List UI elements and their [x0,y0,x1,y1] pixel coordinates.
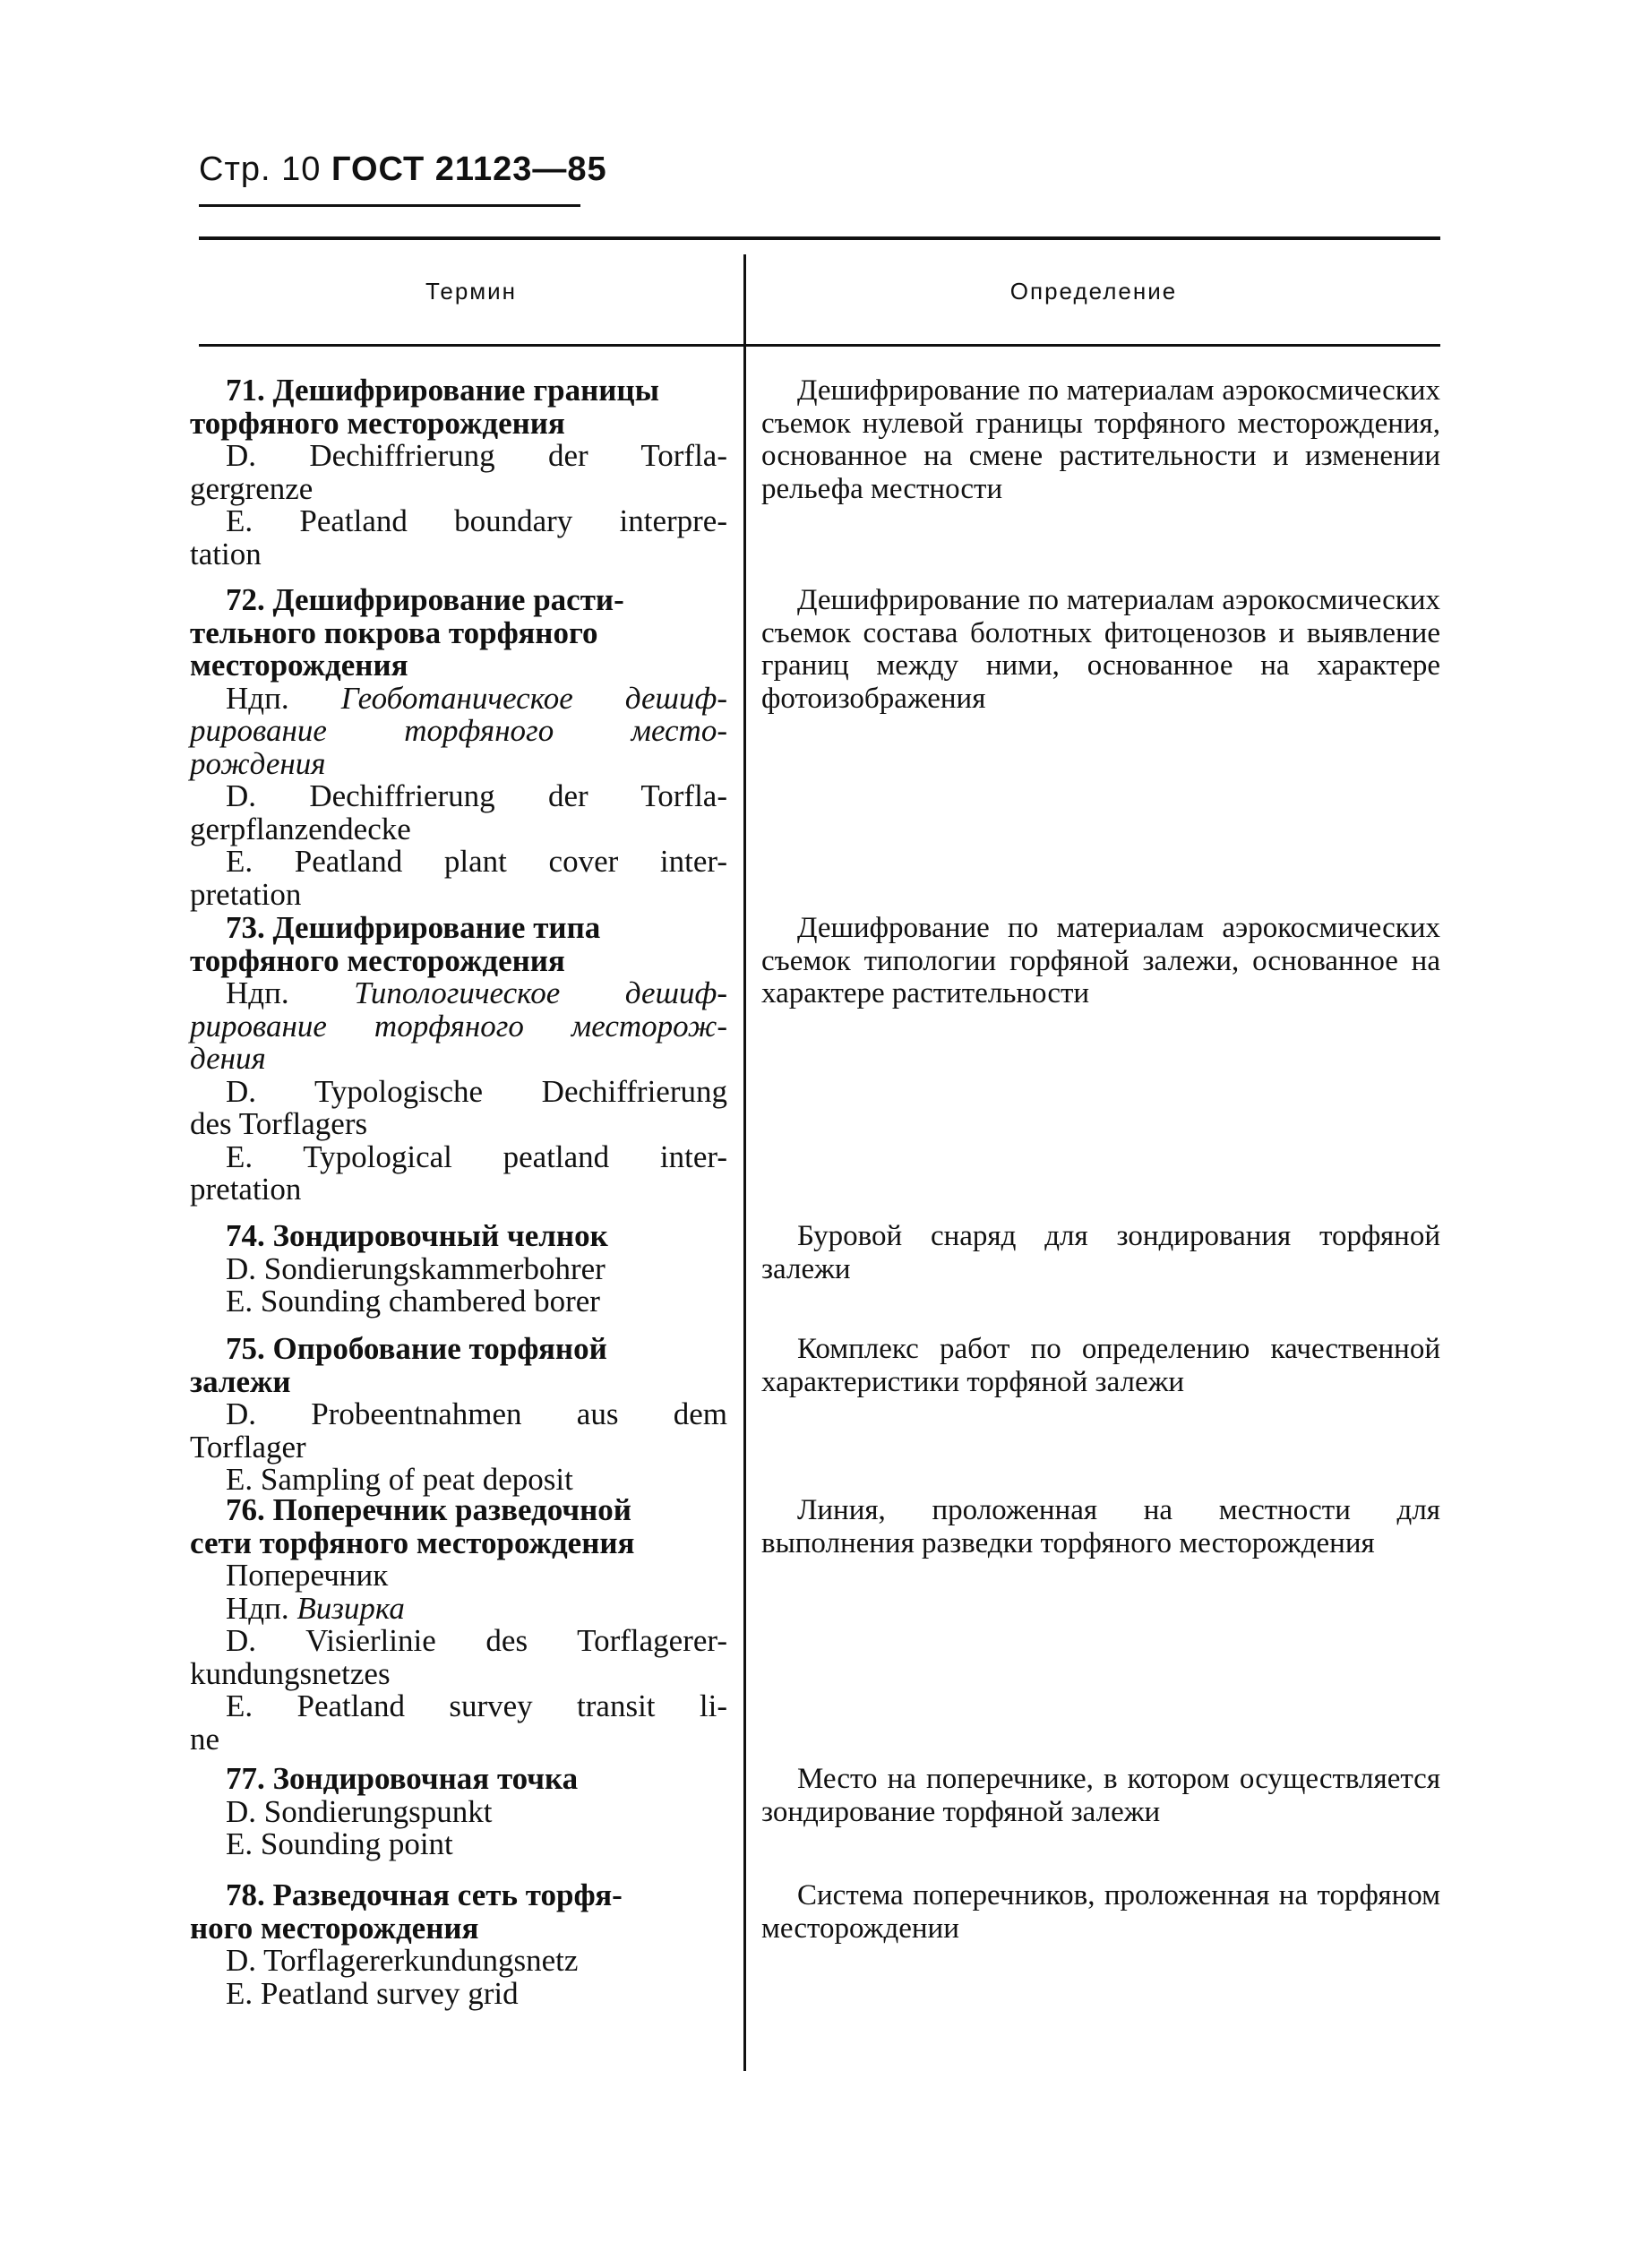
term-synonym-line: E. Sounding chambered borer [226,1284,600,1319]
term-heading-continuation: тельного покрова торфяного [190,614,598,650]
term-heading: 71. Дешифрирование границы [226,373,659,408]
page-label: Стр. 10 [199,150,322,188]
definition-text: Дешифрирование по материалам аэрокосмических съемок нулевой границы торфяного месторождения, основанное на смене растительности и изменении рельефа местности [761,374,1440,505]
term-synonym-line: E. Peatland boundary interpre- [226,503,727,538]
term-entry [190,912,727,1207]
column-header-definition: Определение [1009,278,1178,305]
term-heading-continuation: торфяного месторождения [190,942,565,978]
term-synonym-line: D. Sondierungskammerbohrer [226,1250,606,1286]
page-header [199,150,607,189]
term-synonym-line: pretation [190,876,302,912]
term-synonym-line: D. Probeentnahmen aus dem [226,1396,727,1431]
term-synonym-line: D. Sondierungspunkt [226,1793,493,1829]
term-synonym-line: E. Peatland plant cover inter- [226,844,727,879]
term-entry [190,1763,727,1861]
definition-text: Система поперечников, проложенная на торфяном месторождении [761,1879,1440,1945]
term-synonym-line: E. Sounding point [226,1826,453,1861]
definition-text: Дешифрование по материалам аэрокосмических съемок типологии горфяной залежи, основанное на характере растительности [761,912,1440,1009]
definition-text: Комплекс работ по определению качественной характеристики торфяной залежи [761,1333,1440,1398]
term-entry [190,584,727,911]
column-header-term: Термин [425,278,518,305]
term-heading: 78. Разведочная сеть торфя- [226,1877,623,1912]
term-heading-continuation: месторождения [190,648,408,683]
term-entry [190,1494,727,1756]
definition-text: Линия, проложенная на местности для выполнения разведки торфяного месторождения [761,1494,1440,1559]
term-heading-continuation: залежи [190,1363,291,1399]
term-heading: 74. Зондировочный челнок [226,1218,608,1253]
term-synonym-line: ne [190,1721,220,1757]
term-synonym-line: рождения [190,745,326,781]
term-synonym-line: kundungsnetzes [190,1655,391,1691]
term-synonym-line: Ндп. Геоботаническое дешиф- [226,680,727,716]
term-synonym-line: gerpflanzendecke [190,811,411,846]
term-synonym-line: Torflager [190,1429,306,1465]
term-synonym-line: Ндп. Визирка [226,1590,405,1626]
term-synonym-line: pretation [190,1172,302,1207]
term-entry [190,1879,727,2010]
term-synonym-line: D. Dechiffrierung der Torfla- [226,778,727,813]
term-synonym-line: Поперечник [226,1558,389,1593]
term-synonym-line: рирование торфяного место- [190,713,727,748]
term-synonym-line: рирование торфяного месторож- [190,1008,727,1044]
term-heading-continuation: торфяного месторождения [190,405,565,441]
term-heading-continuation: ного месторождения [190,1910,479,1946]
table-top-rule [199,236,1440,240]
term-synonym-line: E. Sampling of peat deposit [226,1462,573,1497]
term-heading: 76. Поперечник разведочной [226,1492,631,1527]
term-heading: 73. Дешифрирование типа [226,910,601,945]
definition-text: Место на поперечнике, в котором осуществляется зондирование торфяной залежи [761,1763,1440,1828]
term-entry [190,374,727,571]
term-synonym-line: D. Visierlinie des Torflagerer- [226,1623,727,1658]
standard-code: ГОСТ 21123—85 [331,150,607,188]
term-synonym-line: des Torflagers [190,1106,368,1141]
term-synonym-line: E. Typological peatland inter- [226,1138,727,1174]
definition-text: Дешифрирование по материалам аэрокосмических съемок состава болотных фитоценозов и выявление границ между ними, основанное на характере фотоизображения [761,584,1440,715]
term-heading-continuation: сети торфяного месторождения [190,1525,635,1560]
term-heading: 75. Опробование торфяной [226,1331,607,1366]
definition-text: Буровой снаряд для зондирования торфяной залежи [761,1220,1440,1285]
term-heading: 77. Зондировочная точка [226,1761,579,1796]
header-underline [199,204,580,207]
term-synonym-line: дения [190,1041,266,1076]
term-entry [190,1333,727,1497]
term-synonym-line: gergrenze [190,470,314,506]
term-synonym-line: Ндп. Типологическое дешиф- [226,975,727,1010]
term-heading: 72. Дешифрирование расти- [226,582,624,617]
term-synonym-line: D. Dechiffrierung der Torfla- [226,438,727,473]
table-header-rule [199,344,1440,347]
term-synonym-line: D. Typologische Dechiffrierung [226,1073,727,1109]
term-synonym-line: D. Torflagererkundungsnetz [226,1943,579,1978]
column-divider [743,254,746,2071]
term-synonym-line: E. Peatland survey transit li- [226,1688,727,1723]
term-entry [190,1220,727,1319]
term-synonym-line: tation [190,536,262,571]
term-synonym-line: E. Peatland survey grid [226,1975,519,2011]
